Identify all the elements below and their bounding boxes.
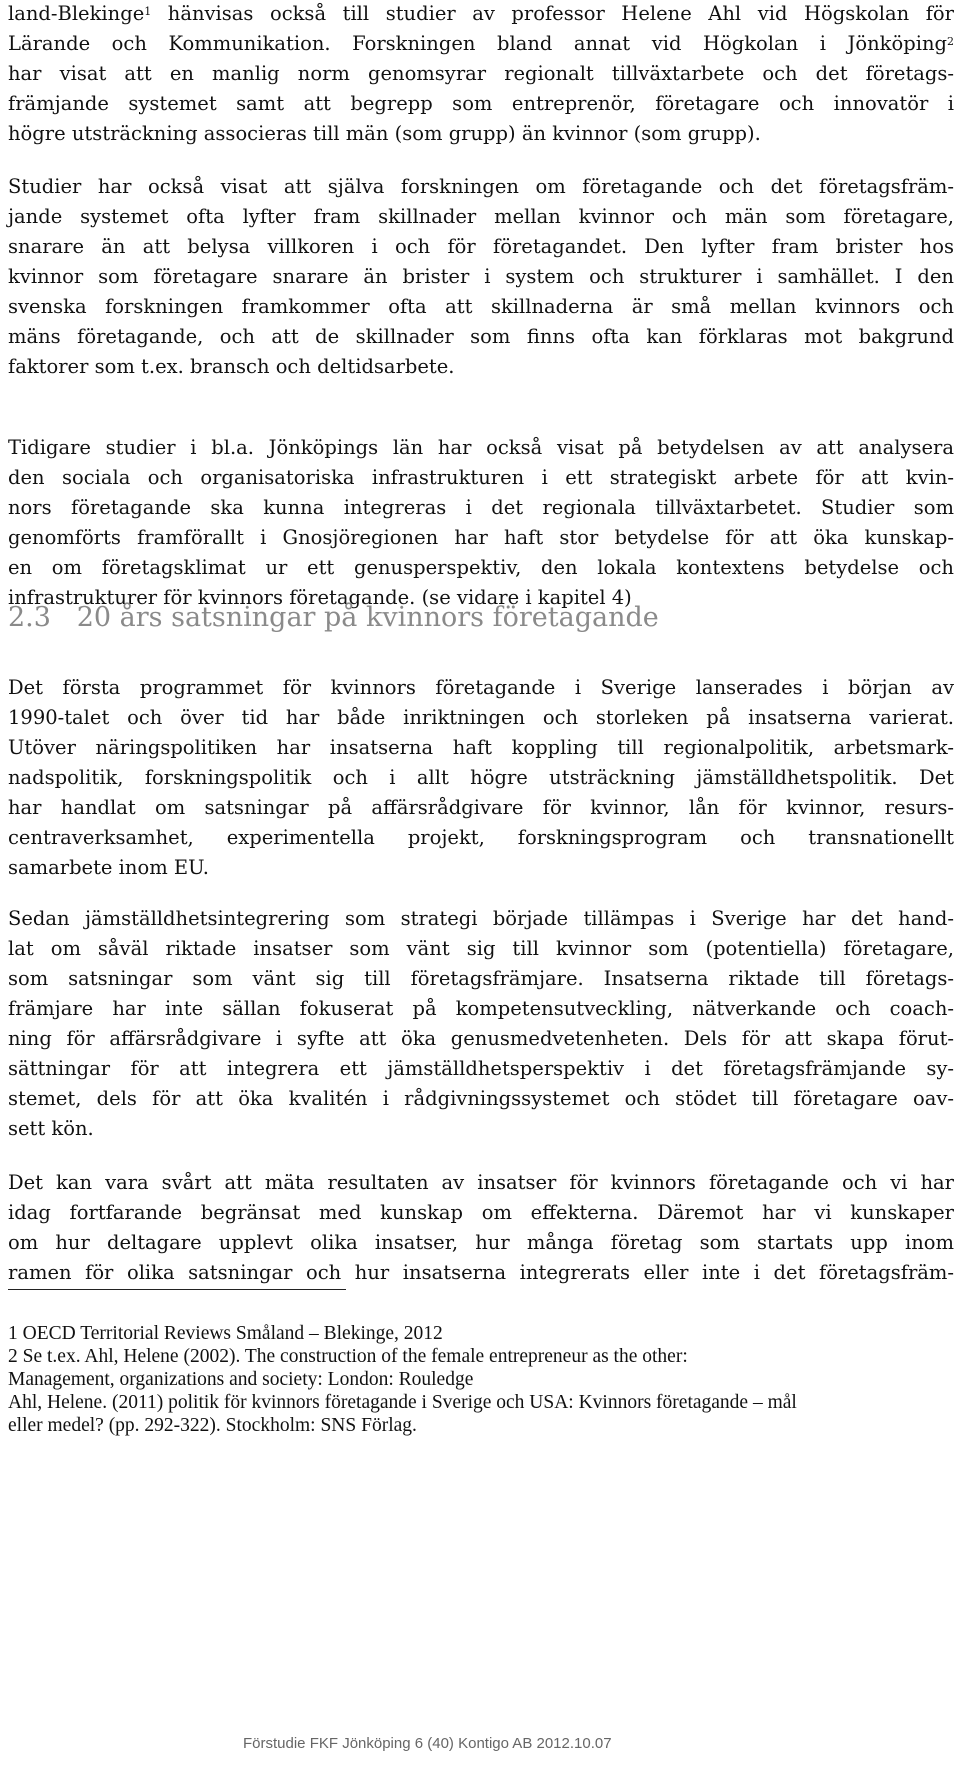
text-line: ramen för olika satsningar och hur insatserna integrerats eller inte i det företagsfräm-	[8, 1261, 954, 1284]
text-line: Studier har också visat att själva forskningen om företagande och det företagsfräm-	[8, 175, 954, 198]
text-line: kvinnor som företagare snarare än brister i system och strukturer i samhället. I den	[8, 265, 954, 288]
text-line: Det första programmet för kvinnors företagande i Sverige lanserades i början av	[8, 676, 954, 699]
section-heading	[8, 602, 659, 633]
text-line: faktorer som t.ex. bransch och deltidsarbete.	[8, 355, 455, 378]
paragraph-3	[8, 433, 954, 613]
text-line: Lärande och Kommunikation. Forskningen bland annat vid Högkolan i Jönköping$^2$	[8, 32, 954, 55]
text-line: lat om såväl riktade insatser som vänt sig till kvinnor som (potentiella) företagare,	[8, 937, 954, 960]
text-line: nors företagande ska kunna integreras i det regionala tillväxtarbetet. Studier som	[8, 496, 954, 519]
footnote-2	[8, 1345, 797, 1437]
text-line: svenska forskningen framkommer ofta att skillnaderna är små mellan kvinnors och	[8, 295, 954, 318]
footnote-marker: 1	[8, 1323, 18, 1344]
text-line: land-Blekinge$^1$ hänvisas också till studier av professor Helene Ahl vid Högskolan för	[8, 2, 954, 25]
text-line: nadspolitik, forskningspolitik och i allt högre utsträckning jämställdhetspolitik. Det	[8, 766, 954, 789]
text-line: ning för affärsrådgivare i syfte att öka genusmedvetenheten. Dels för att skapa förut-	[8, 1027, 954, 1050]
text-line: idag fortfarande begränsat med kunskap om effekterna. Däremot har vi kunskaper	[8, 1201, 954, 1224]
paragraph-6	[8, 1168, 954, 1288]
paragraph-2	[8, 172, 954, 382]
footnote-text: Ahl, Helene. (2011) politik för kvinnors företagande i Sverige och USA: Kvinnors företagande – mål	[8, 1392, 797, 1413]
text-line: Det kan vara svårt att mäta resultaten av insatser för kvinnors företagande och vi har	[8, 1171, 954, 1194]
paragraph-4	[8, 673, 954, 883]
footnote-marker: 2	[8, 1346, 18, 1367]
footnote-text: OECD Territorial Reviews Småland – Blekinge, 2012	[22, 1323, 443, 1344]
text-line: samarbete inom EU.	[8, 856, 209, 879]
text-line: 1990-talet och över tid har både inriktningen och storleken på insatserna varierat.	[8, 706, 954, 729]
paragraph-5	[8, 904, 954, 1144]
text-line: som satsningar som vänt sig till företagsfrämjare. Insatserna riktade till företags-	[8, 967, 954, 990]
text-line: har handlat om satsningar på affärsrådgivare för kvinnor, lån för kvinnor, resurs-	[8, 796, 954, 819]
footnote-1	[8, 1322, 443, 1345]
text-line: sättningar för att integrera ett jämställdhetsperspektiv i det företagsfrämjande sy-	[8, 1057, 954, 1080]
text-line: centraverksamhet, experimentella projekt, forskningsprogram och transnationellt	[8, 826, 954, 849]
text-line: Sedan jämställdhetsintegrering som strategi började tillämpas i Sverige har det hand-	[8, 907, 954, 930]
text-line: högre utsträckning associeras till män (som grupp) än kvinnor (som grupp).	[8, 122, 761, 145]
text-line: främjande systemet samt att begrepp som entreprenör, företagare och innovatör i	[8, 92, 954, 115]
footnote-text: Se t.ex. Ahl, Helene (2002). The construction of the female entrepreneur as the other:	[22, 1346, 688, 1367]
text-line: genomförts framförallt i Gnosjöregionen har haft stor betydelse för att öka kunskap-	[8, 526, 954, 549]
text-line: främjare har inte sällan fokuserat på kompetensutveckling, nätverkande och coach-	[8, 997, 954, 1020]
section-number: 2.3	[8, 602, 51, 633]
text-line: om hur deltagare upplevt olika insatser, hur många företag som startats upp inom	[8, 1231, 954, 1254]
text-line: den sociala och organisatoriska infrastrukturen i ett strategiskt arbete för att kvin-	[8, 466, 954, 489]
text-line: mäns företagande, och att de skillnader som finns ofta kan förklaras mot bakgrund	[8, 325, 954, 348]
footnote-text: Management, organizations and society: London: Rouledge	[8, 1369, 474, 1390]
text-line: Utöver näringspolitiken har insatserna haft koppling till regionalpolitik, arbetsmark-	[8, 736, 954, 759]
text-line: infrastrukturer för kvinnors företagande. (se vidare i kapitel 4)	[8, 586, 632, 609]
footnote-text: eller medel? (pp. 292-322). Stockholm: SNS Förlag.	[8, 1415, 417, 1436]
paragraph-1	[8, 0, 954, 149]
text-line: har visat att en manlig norm genomsyrar regionalt tillväxtarbete och det företags-	[8, 62, 954, 85]
text-line: snarare än att belysa villkoren i och för företagandet. Den lyfter fram brister hos	[8, 235, 954, 258]
footnote-divider	[8, 1289, 346, 1290]
footnote-ref-2[interactable]: 2	[947, 35, 954, 48]
footnote-ref-1[interactable]: 1	[144, 5, 152, 18]
section-title: 20 års satsningar på kvinnors företagande	[76, 602, 659, 633]
text-line: jande systemet ofta lyfter fram skillnader mellan kvinnor och män som företagare,	[8, 205, 954, 228]
text-line: en om företagsklimat ur ett genusperspektiv, den lokala kontextens betydelse och	[8, 556, 954, 579]
text-line: stemet, dels för att öka kvalitén i rådgivningssystemet och stödet till företagare oav-	[8, 1087, 954, 1110]
page-footer: Förstudie FKF Jönköping 6 (40) Kontigo AB 2012.10.07	[243, 1735, 612, 1752]
text-line: Tidigare studier i bl.a. Jönköpings län har också visat på betydelsen av att analysera	[8, 436, 954, 459]
text-line: sett kön.	[8, 1117, 94, 1140]
